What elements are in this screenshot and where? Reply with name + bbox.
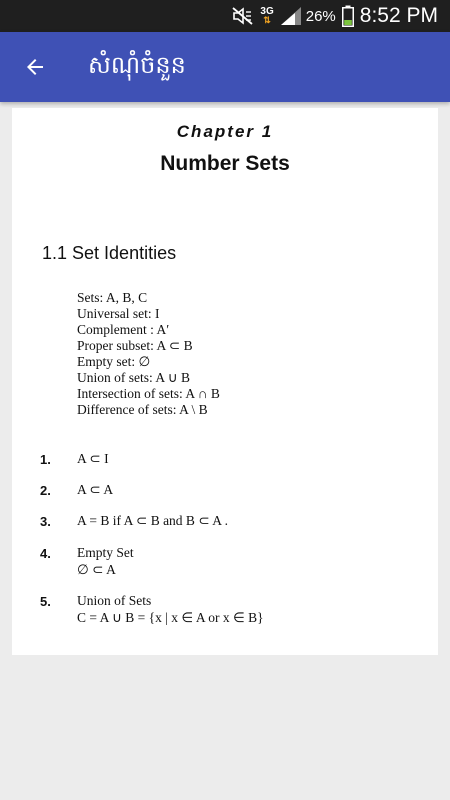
chapter-label: Chapter 1 [176, 122, 274, 141]
formula-line: A ⊂ I [77, 451, 109, 466]
item-formula [77, 512, 228, 529]
status-bar [0, 0, 450, 32]
back-button[interactable] [0, 32, 70, 102]
arrow-left-icon [23, 55, 47, 79]
notation-line: Union of sets: A ∪ B [77, 370, 191, 385]
item-number: 4. [40, 546, 51, 561]
item-number: 1. [40, 452, 51, 467]
item-number: 3. [40, 514, 51, 529]
formula-line: A ⊂ A [77, 482, 114, 497]
item-number: 5. [40, 594, 51, 609]
formula-line: Union of Sets [77, 593, 152, 608]
data-transfer-icon: ⇅ [263, 15, 271, 25]
notation-line: Intersection of sets: A ∩ B [77, 386, 220, 401]
notation-line: Difference of sets: A \ B [77, 402, 208, 417]
item-number: 2. [40, 483, 51, 498]
signal-icon [280, 6, 302, 26]
notation-line: Complement : A′ [77, 322, 170, 337]
section-heading: 1.1 Set Identities [42, 243, 177, 263]
content-card [12, 108, 438, 655]
battery-icon [342, 5, 354, 27]
network-type-indicator [260, 7, 273, 25]
notation-line: Sets: A, B, C [77, 290, 148, 305]
network-type-label: 3G [260, 6, 274, 17]
item-formula [77, 450, 109, 467]
mute-icon [232, 7, 254, 25]
notation-list [77, 290, 220, 418]
notation-line: Proper subset: A ⊂ B [77, 338, 193, 353]
item-formula [77, 481, 113, 498]
chapter-title: Number Sets [160, 152, 290, 175]
notation-line: Universal set: I [77, 306, 160, 321]
clock: 8:52 PM [359, 4, 438, 27]
item-formula [77, 544, 134, 578]
formula-line: ∅ ⊂ A [77, 562, 116, 577]
app-title: សំណុំចំនួន [88, 50, 186, 79]
formula-line: A = B if A ⊂ B and B ⊂ A . [77, 513, 229, 528]
formula-line: Empty Set [77, 545, 134, 560]
formula-line: C = A ∪ B = {x | x ∈ A or x ∈ B} [77, 610, 264, 625]
item-formula [77, 592, 264, 626]
app-bar [0, 32, 450, 102]
notation-line: Empty set: ∅ [77, 354, 151, 369]
battery-percent: 26% [305, 7, 336, 25]
